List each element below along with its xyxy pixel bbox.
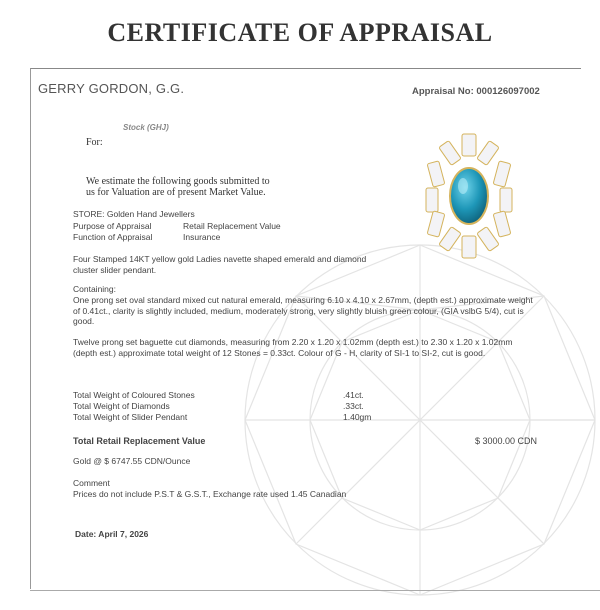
function-row — [73, 232, 220, 243]
certificate-title: CERTIFICATE OF APPRAISAL — [107, 18, 493, 47]
pendant-photo-icon — [420, 132, 520, 262]
weight-value: .33ct. — [343, 401, 364, 411]
bottom-rule — [30, 590, 600, 591]
appraiser-name: GERRY GORDON, G.G. — [38, 81, 185, 96]
emerald-description: One prong set oval standard mixed cut natural emerald, measuring 6.10 x 4.10 x 2.67mm, (depth est.) approximate weight of 0.41ct., clarity is slightly included, medium, moderately strong, very slightly bluish green colour, (GIA vslbG 5/4), cut is good. — [73, 295, 533, 326]
comment-label: Comment — [73, 478, 110, 488]
weight-label: Total Weight of Diamonds — [73, 401, 170, 411]
purpose-row — [73, 221, 281, 232]
gold-price: Gold @ $ 6747.55 CDN/Ounce — [73, 456, 191, 466]
estimate-line-1: We estimate the following goods submitted to — [86, 176, 270, 187]
appraisal-number: Appraisal No: 000126097002 — [412, 86, 540, 97]
stock-code: Stock (GHJ) — [123, 123, 169, 132]
function-value: Insurance — [183, 232, 221, 242]
estimate-line-2: us for Valuation are of present Market Value. — [86, 187, 266, 198]
weight-row-pendant — [73, 412, 372, 423]
appraisal-date: Date: April 7, 2026 — [75, 529, 149, 539]
diamond-description: Twelve prong set baguette cut diamonds, measuring from 2.20 x 1.20 x 1.02mm (depth est.) to 2.30 x 1.20 x 1.02mm (depth est.) approximate total weight of 12 Stones = 0.33ct. Colour of G - H, clarity of SI-1 to SI-2, cut is good. — [73, 337, 513, 358]
total-value-amount: $ 3000.00 CDN — [475, 436, 538, 446]
purpose-value: Retail Replacement Value — [183, 221, 281, 231]
estimate-statement — [86, 176, 316, 198]
comment-text: Prices do not include P.S.T & G.S.T., Exchange rate used 1.45 Canadian — [73, 489, 347, 499]
weight-row-coloured-stones — [73, 390, 364, 401]
weight-value: .41ct. — [343, 390, 364, 400]
weight-label: Total Weight of Coloured Stones — [73, 390, 195, 400]
item-description: Four Stamped 14KT yellow gold Ladies navette shaped emerald and diamond cluster slider pendant. — [73, 254, 367, 275]
weight-label: Total Weight of Slider Pendant — [73, 412, 188, 422]
purpose-label: Purpose of Appraisal — [73, 221, 152, 231]
function-label: Function of Appraisal — [73, 232, 153, 242]
total-value-label: Total Retail Replacement Value — [73, 436, 206, 446]
containing-label: Containing: — [73, 284, 117, 294]
weight-value: 1.40gm — [343, 412, 372, 422]
weight-row-diamonds — [73, 401, 364, 412]
for-label: For: — [86, 137, 103, 148]
store-name: STORE: Golden Hand Jewellers — [73, 209, 195, 219]
